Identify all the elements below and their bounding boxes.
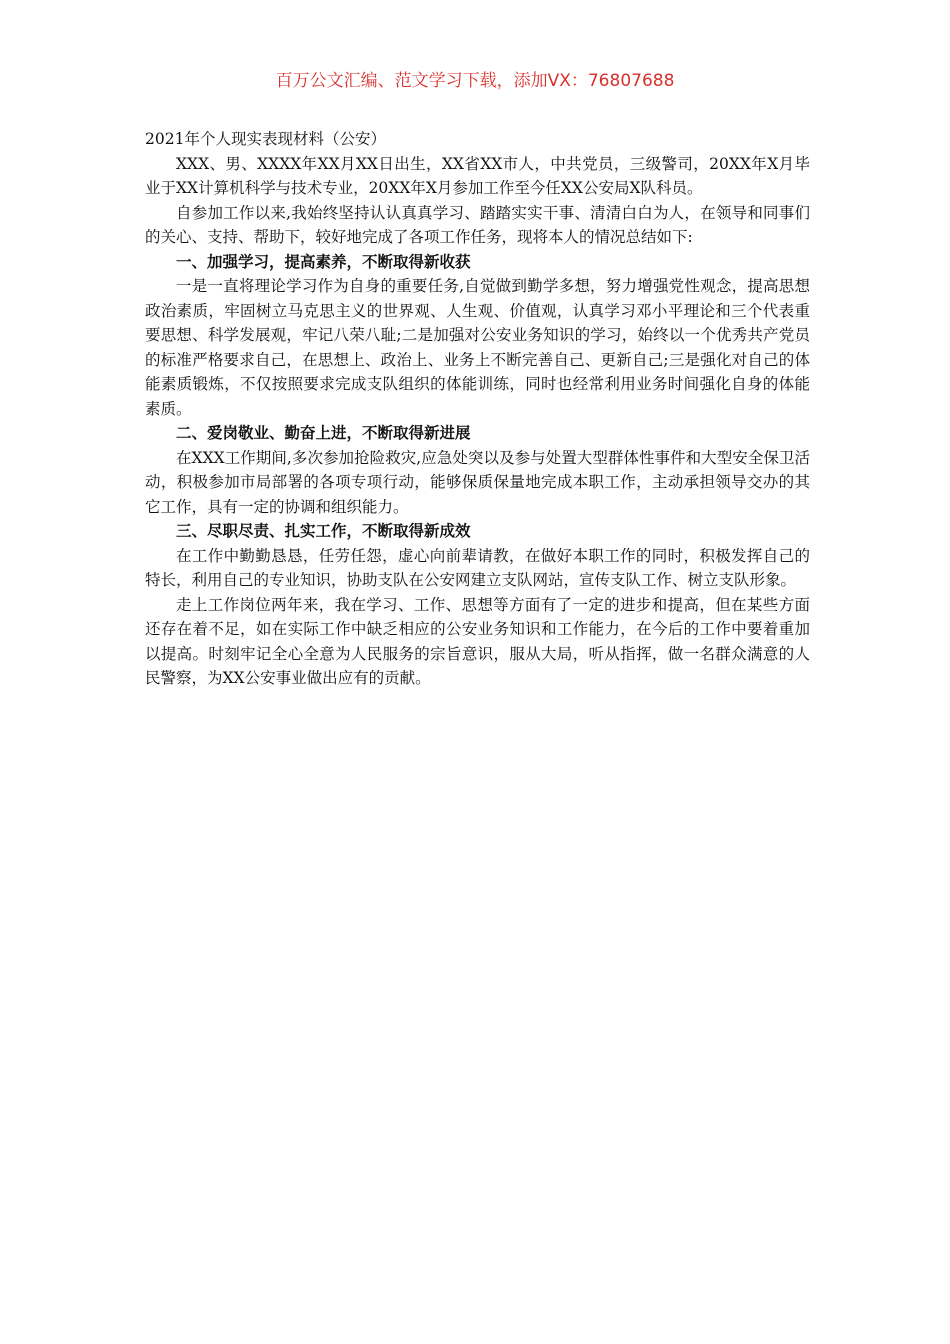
- watermark-banner: 百万公文汇编、范文学习下载，添加VX：76807688: [275, 71, 675, 91]
- section-heading-1: 一、加强学习，提高素养，不断取得新收获: [176, 252, 471, 271]
- intro-paragraph: XXX、男、XXXX年XX月XX日出生，XX省XX市人，中共党员，三级警司，20XX年X月毕业于XX计算机科学与技术专业，20XX年X月参加工作至今任XX公安局X队科员。: [145, 154, 810, 197]
- document-body: [145, 127, 810, 691]
- section-1-paragraph: 一是一直将理论学习作为自身的重要任务,自觉做到勤学多想，努力增强党性观念，提高思想政治素质，牢固树立马克思主义的世界观、人生观、价值观，认真学习邓小平理论和三个代表重要思想、科学发展观，牢记八荣八耻;二是加强对公安业务知识的学习，始终以一个优秀共产党员的标准严格要求自己，在思想上、政治上、业务上不断完善自己、更新自己;三是强化对自己的体能素质锻炼，不仅按照要求完成支队组织的体能训练，同时也经常利用业务时间强化自身的体能素质。: [145, 277, 810, 418]
- conclusion-paragraph: 走上工作岗位两年来，我在学习、工作、思想等方面有了一定的进步和提高，但在某些方面还存在着不足，如在实际工作中缺乏相应的公安业务知识和工作能力，在今后的工作中要着重加以提高。时刻牢记全心全意为人民服务的宗旨意识，服从大局，听从指挥，做一名群众满意的人民警察，为XX公安事业做出应有的贡献。: [145, 595, 810, 687]
- document-title: 2021年个人现实表现材料（公安）: [145, 130, 386, 148]
- section-2-paragraph: 在XXX工作期间,多次参加抢险救灾,应急处突以及参与处置大型群体性事件和大型安全保卫活动，积极参加市局部署的各项专项行动，能够保质保量地完成本职工作，主动承担领导交办的其它工作，具有一定的协调和组织能力。: [145, 448, 810, 516]
- section-heading-3: 三、尽职尽责、扎实工作，不断取得新成效: [176, 522, 471, 540]
- section-heading-2: 二、爱岗敬业、勤奋上进，不断取得新进展: [176, 424, 471, 442]
- section-3-paragraph: 在工作中勤勤恳恳，任劳任怨，虚心向前辈请教，在做好本职工作的同时，积极发挥自己的特长，利用自己的专业知识，协助支队在公安网建立支队网站，宣传支队工作、树立支队形象。: [145, 546, 810, 589]
- overview-paragraph: 自参加工作以来,我始终坚持认认真真学习、踏踏实实干事、清清白白为人，在领导和同事们的关心、支持、帮助下，较好地完成了各项工作任务，现将本人的情况总结如下:: [145, 203, 810, 246]
